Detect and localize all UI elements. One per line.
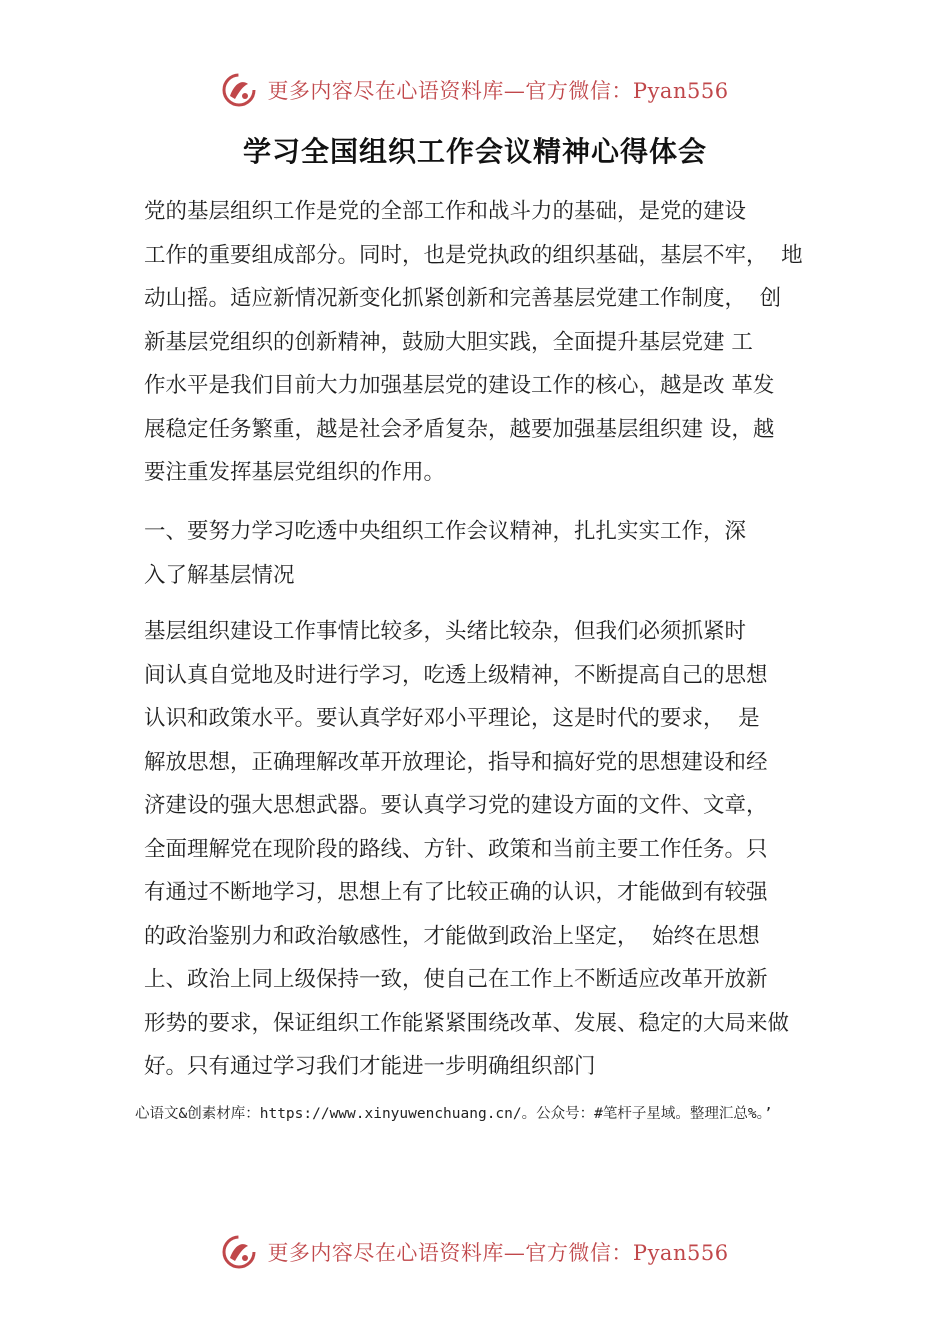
paragraph-line: 解放思想，正确理解改革开放理论，指导和搞好党的思想建设和经 xyxy=(144,749,768,775)
brush-calligraphy-logo-icon xyxy=(221,1234,257,1270)
section-heading xyxy=(144,510,824,597)
paragraph-line: 好。只有通过学习我们才能进一步明确组织部门 xyxy=(144,1054,596,1079)
paragraph-line: 基层组织建设工作事情比较多，头绪比较杂，但我们必须抓紧时 xyxy=(144,619,747,644)
paragraph-line: 动山摇。适应新情况新变化抓紧创新和完善基层党建工作制度， 创 xyxy=(144,286,782,311)
heading-line: 入了解基层情况 xyxy=(144,562,295,588)
document-title: 学习全国组织工作会议精神心得体会 xyxy=(242,135,707,168)
paragraph-body xyxy=(144,610,824,1089)
paragraph-line: 济建设的强大思想武器。要认真学习党的建设方面的文件、文章， xyxy=(144,793,768,818)
header-banner xyxy=(0,70,950,110)
paragraph-line: 作水平是我们目前大力加强基层党的建设工作的核心，越是改 革发 xyxy=(144,373,775,398)
paragraph-line: 上、政治上同上级保持一致，使自己在工作上不断适应改革开放新 xyxy=(144,967,768,992)
paragraph-line: 形势的要求，保证组织工作能紧紧围绕改革、发展、稳定的大局来做 xyxy=(144,1010,790,1036)
paragraph-line: 的政治鉴别力和政治敏感性，才能做到政治上坚定， 始终在思想 xyxy=(144,923,760,949)
paragraph-line: 党的基层组织工作是党的全部工作和战斗力的基础，是党的建设 xyxy=(144,199,747,224)
paragraph-line: 认识和政策水平。要认真学好邓小平理论，这是时代的要求， 是 xyxy=(144,706,760,731)
footer-banner xyxy=(0,1232,950,1272)
paragraph-line: 要注重发挥基层党组织的作用。 xyxy=(144,460,446,485)
brush-calligraphy-logo-icon xyxy=(221,72,257,108)
banner-text: 更多内容尽在心语资料库—官方微信：Pyan556 xyxy=(267,1241,729,1265)
heading-line: 一、要努力学习吃透中央组织工作会议精神，扎扎实实工作，深 xyxy=(144,519,747,544)
footer-note: 心语文&创素材库：https://www.xinyuwenchuang.cn/。公众号：#笔杆子星域。整理汇总%。’ xyxy=(135,1106,773,1122)
banner-text: 更多内容尽在心语资料库—官方微信：Pyan556 xyxy=(267,79,729,103)
paragraph-line: 有通过不断地学习，思想上有了比较正确的认识，才能做到有较强 xyxy=(144,880,768,905)
paragraph-line: 展稳定任务繁重，越是社会矛盾复杂，越要加强基层组织建 设，越 xyxy=(144,416,775,442)
paragraph-intro xyxy=(144,190,824,495)
paragraph-line: 全面理解党在现阶段的路线、方针、政策和当前主要工作任务。只 xyxy=(144,836,768,862)
paragraph-line: 工作的重要组成部分。同时，也是党执政的组织基础，基层不牢， 地 xyxy=(144,242,803,268)
paragraph-line: 新基层党组织的创新精神，鼓励大胆实践，全面提升基层党建 工 xyxy=(144,329,753,355)
paragraph-line: 间认真自觉地及时进行学习，吃透上级精神，不断提高自己的思想 xyxy=(144,662,768,688)
